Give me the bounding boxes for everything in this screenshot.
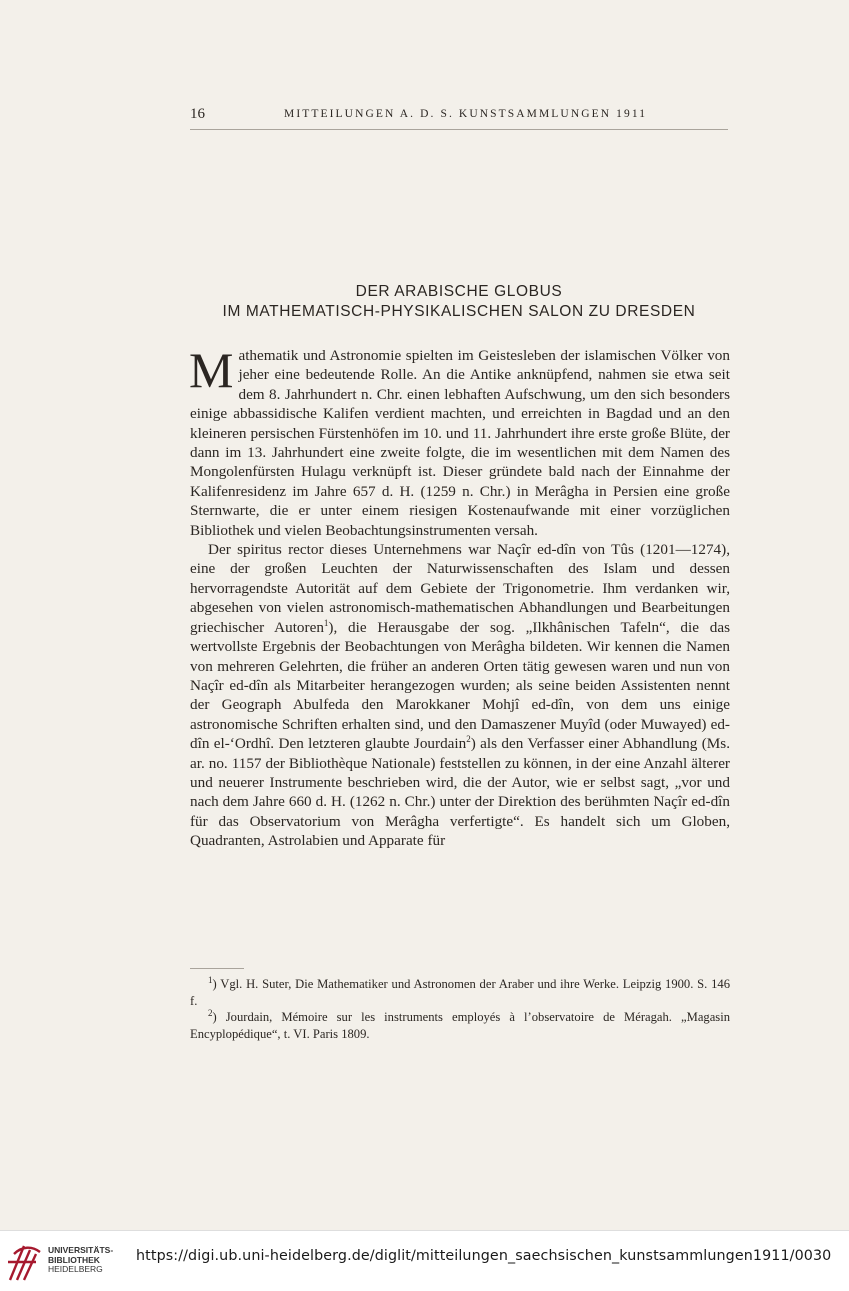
footnote-2 xyxy=(190,1009,730,1042)
footnote-2-marker: 2 xyxy=(208,1007,213,1018)
library-logo-icon[interactable] xyxy=(6,1240,44,1282)
permalink-url[interactable]: https://digi.ub.uni-heidelberg.de/diglit/mitteilungen_saechsischen_kunstsammlungen1911/0030 xyxy=(136,1248,832,1264)
drop-cap: M xyxy=(189,342,234,398)
footnote-ref-2: 2 xyxy=(466,734,471,745)
paragraph-2-part-c: ) als den Verfasser einer Abhandlung (Ms. ar. no. 1157 der Bibliothèque Nationale) feststellen zu können, in der eine Anzahl älterer und neuerer Instrumente beschrieben wird, die der Autor, wie er selbst sagt, „vor und nach dem Jahre 660 d. H. (1262 n. Chr.) unter der Direktion des berühmten Naçîr ed-dîn für das Observatorium von Merâgha verfertigte“. Es handelt sich um Globen, Quadranten, Astrolabien und Apparate für xyxy=(190,735,731,850)
logo-line-1: UNIVERSITÄTS- xyxy=(48,1245,114,1255)
footnotes xyxy=(190,976,730,1042)
article-title xyxy=(190,282,728,322)
article-body xyxy=(189,342,731,851)
paragraph-2-part-b: ), die Herausgabe der sog. „Ilkhânischen Tafeln“, die das wertvollste Ergebnis der Beobachtungen von Merâgha bildeten. Wir kennen die Namen von mehreren Gelehrten, die früher an anderen Orten tätig gewesen waren und nun von Naçîr ed-dîn als Mitarbeiter herangezogen wurden; als seine beiden Assistenten nennt der Geograph Abulfeda den Marokkaner Mohjî ed-dîn, von dem uns einige astronomische Schriften erhalten sind, und den Damaszener Muyîd (oder Muwayed) ed-dîn el-‘Ordhî. Den letzteren glaubte Jourdain xyxy=(190,618,730,753)
paragraph-1-text: athematik und Astronomie spielten im Geistesleben der islamischen Völker von jeher eine bedeutende Rolle. An die Antike anknüpfend, nahmen sie etwa seit dem 8. Jahrhundert n. Chr. einen lebhaften Aufschwung, um den sich besonders einige abbassidische Kalifen verdient machten, und erreichten in Bagdad und an den kleineren persischen Fürstenhöfen im 10. und 11. Jahrhundert ihre erste große Blüte, der dann im 13. Jahrhundert eine zweite folgte, die im wesentlichen mit dem Namen des Mongolenfürsten Hulagu verknüpft ist. Dieser gründete bald nach der Einnahme der Kalifenresidenz im Jahre 657 d. H. (1259 n. Chr.) in Merâgha in Persien eine große Sternwarte, die er unter einem riesigen Kostenaufwande mit einer vorzüglichen Bibliothek und vielen Beobachtungsinstrumenten versah. xyxy=(190,347,730,539)
viewer-footer xyxy=(0,1230,849,1291)
footnote-1-marker: 1 xyxy=(208,974,213,985)
footnote-rule xyxy=(190,968,244,969)
paragraph-2-part-a: Der spiritus rector dieses Unternehmens war Naçîr ed-dîn von Tûs (1201—1274), eine der großen Leuchten der Naturwissenschaften des Islam und dessen hervorragendste Autorität auf dem Gebiete der Trigonometrie. Ihm verdanken wir, abgesehen von vielen astronomisch-mathematischen Abhandlungen und Bearbeitungen griechischer Autoren xyxy=(190,541,730,636)
footnote-1 xyxy=(190,976,730,1009)
title-line-1: DER ARABISCHE GLOBUS xyxy=(355,283,563,300)
logo-line-2: BIBLIOTHEK xyxy=(48,1254,100,1265)
title-line-2: IM MATHEMATISCH-PHYSIKALISCHEN SALON ZU DRESDEN xyxy=(222,303,696,320)
page-number: 16 xyxy=(190,106,205,122)
footnote-ref-1: 1 xyxy=(323,617,329,628)
paragraph-2 xyxy=(190,540,730,851)
logo-line-3: HEIDELBERG xyxy=(48,1264,103,1274)
footnote-2-text: ) Jourdain, Mémoire sur les instruments employés à l’observatoire de Méragah. „Magasin Encyplopédique“, t. VI. Paris 1809. xyxy=(190,1010,730,1041)
header-rule xyxy=(190,129,728,130)
footnote-1-text: ) Vgl. H. Suter, Die Mathematiker und Astronomen der Araber und ihre Werke. Leipzig 1900. S. 146 f. xyxy=(190,977,730,1008)
running-head: MITTEILUNGEN A. D. S. KUNSTSAMMLUNGEN 1911 xyxy=(284,108,648,120)
page-header xyxy=(190,106,728,128)
library-logo-text[interactable] xyxy=(48,1246,113,1275)
paragraph-1 xyxy=(189,342,730,540)
